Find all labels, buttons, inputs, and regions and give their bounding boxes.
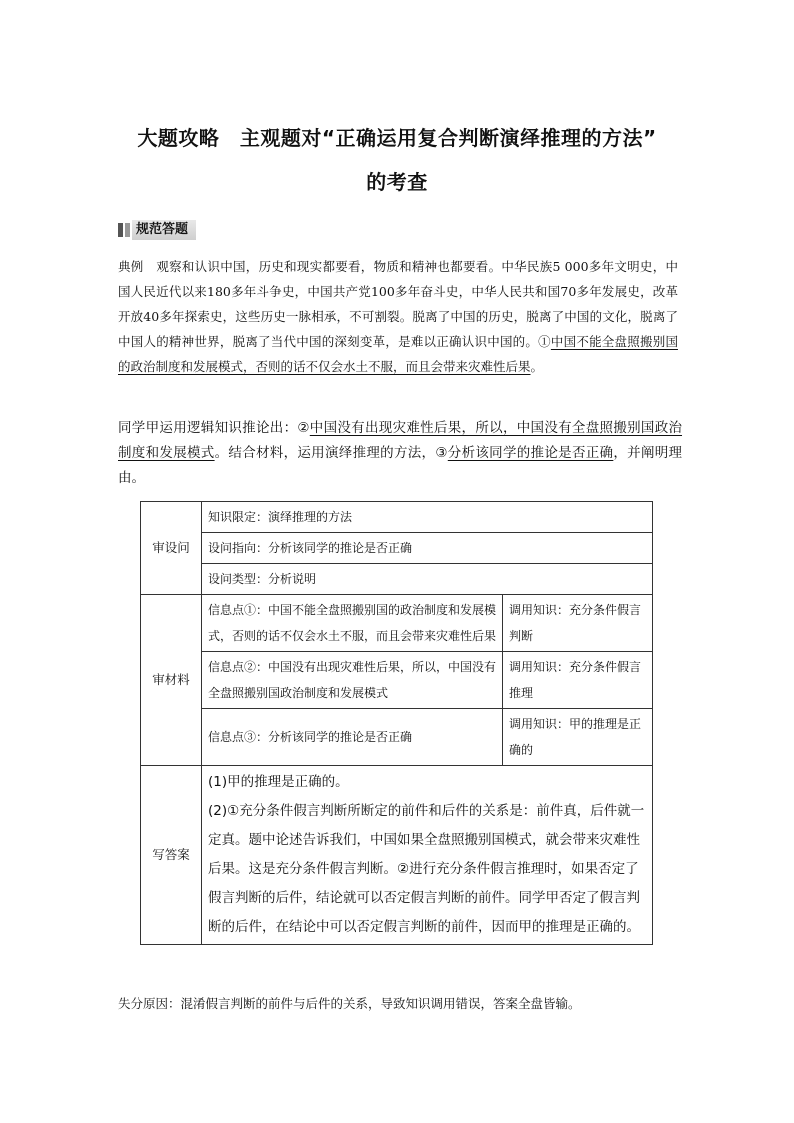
- table-cell: 设问类型：分析说明: [202, 564, 653, 595]
- section-marker-icon-2: [125, 223, 130, 237]
- footer-note: [118, 991, 678, 1016]
- section-header: [118, 220, 208, 240]
- table-row: [141, 766, 653, 945]
- table-row: [141, 502, 653, 533]
- page-title-line2: 的考查: [366, 170, 428, 194]
- example-text: 观察和认识中国，历史和现实都要看，物质和精神也都要看。中华民族5 000多年文明史，中国人民近代以来180多年斗争史，中国共产党100多年奋斗史，中华人民共和国70多年发展史，改革开放40多年探索史，这些历史一脉相承，不可割裂。脱离了中国的历史，脱离了中国的文化，脱离了中国人的精神世界，脱离了当代中国的深刻变革，是难以正确认识中国的。: [118, 259, 678, 349]
- footer-text: 混淆假言判断的前件与后件的关系，导致知识调用错误，答案全盘皆输。: [180, 996, 581, 1011]
- answer-line-2: (2)①充分条件假言判断所断定的前件和后件的关系是：前件真，后件就一定真。题中论述告诉我们，中国如果全盘照搬别国模式，就会带来灾难性后果。这是充分条件假言判断。②进行充分条件假言推理时，如果否定了假言判断的后件，结论就可以否定假言判断的前件。同学甲否定了假言判断的后件，在结论中可以否定假言判断的前件，因而甲的推理是正确的。: [208, 803, 645, 935]
- table-cell: 设问指向：分析该同学的推论是否正确: [202, 533, 653, 564]
- section-label: 规范答题: [132, 220, 196, 240]
- table-row: [141, 533, 653, 564]
- marker-1: ①: [538, 334, 551, 349]
- table-row: [141, 652, 653, 709]
- table-row: [141, 564, 653, 595]
- table-row: [141, 709, 653, 766]
- question-underline-3: 分析该同学的推论是否正确: [447, 445, 614, 461]
- question-paragraph: [118, 416, 682, 491]
- question-text-1: 同学甲运用逻辑知识推论出：: [118, 420, 298, 436]
- marker-2: ②: [297, 420, 310, 436]
- table-cell: 调用知识：充分条件假言推理: [503, 652, 653, 709]
- table-row: [141, 595, 653, 652]
- table-cell: 调用知识：甲的推理是正确的: [503, 709, 653, 766]
- marker-3: ③: [435, 445, 448, 461]
- example-label: 典例: [118, 259, 144, 274]
- table-cell: 信息点②：中国没有出现灾难性后果，所以，中国没有全盘照搬别国政治制度和发展模式: [202, 652, 503, 709]
- table-cell: 调用知识：充分条件假言判断: [503, 595, 653, 652]
- table-cell: 信息点③：分析该同学的推论是否正确: [202, 709, 503, 766]
- example-paragraph: [118, 254, 678, 379]
- row-head-question: 审设问: [141, 502, 202, 595]
- page-title: 大题攻略 主观题对“正确运用复合判断演绎推理的方法”: [137, 126, 657, 150]
- answer-cell: [202, 766, 653, 945]
- example-underlined-text: 中国不能全盘照搬别国的政治制度和发展模式，否则的话不仅会水土不服，而且会带来灾难性后果: [118, 334, 678, 374]
- footer-label: 失分原因：: [118, 996, 181, 1011]
- question-text-3: ，并阐明理由。: [118, 445, 683, 486]
- question-underline-2: 中国没有出现灾难性后果，所以，中国没有全盘照搬别国政治制度和发展模式: [118, 420, 683, 461]
- table-cell: 信息点①：中国不能全盘照搬别国的政治制度和发展模式，否则的话不仅会水土不服，而且会带来灾难性后果: [202, 595, 503, 652]
- example-end: 。: [530, 359, 544, 374]
- row-head-answer: 写答案: [141, 766, 202, 945]
- analysis-table: [140, 501, 653, 945]
- row-head-material: 审材料: [141, 595, 202, 766]
- table-cell: 知识限定：演绎推理的方法: [202, 502, 653, 533]
- question-text-2: 。结合材料，运用演绎推理的方法，: [214, 445, 436, 461]
- section-marker-icon: [118, 223, 123, 237]
- answer-line-1: (1)甲的推理是正确的。: [208, 774, 349, 790]
